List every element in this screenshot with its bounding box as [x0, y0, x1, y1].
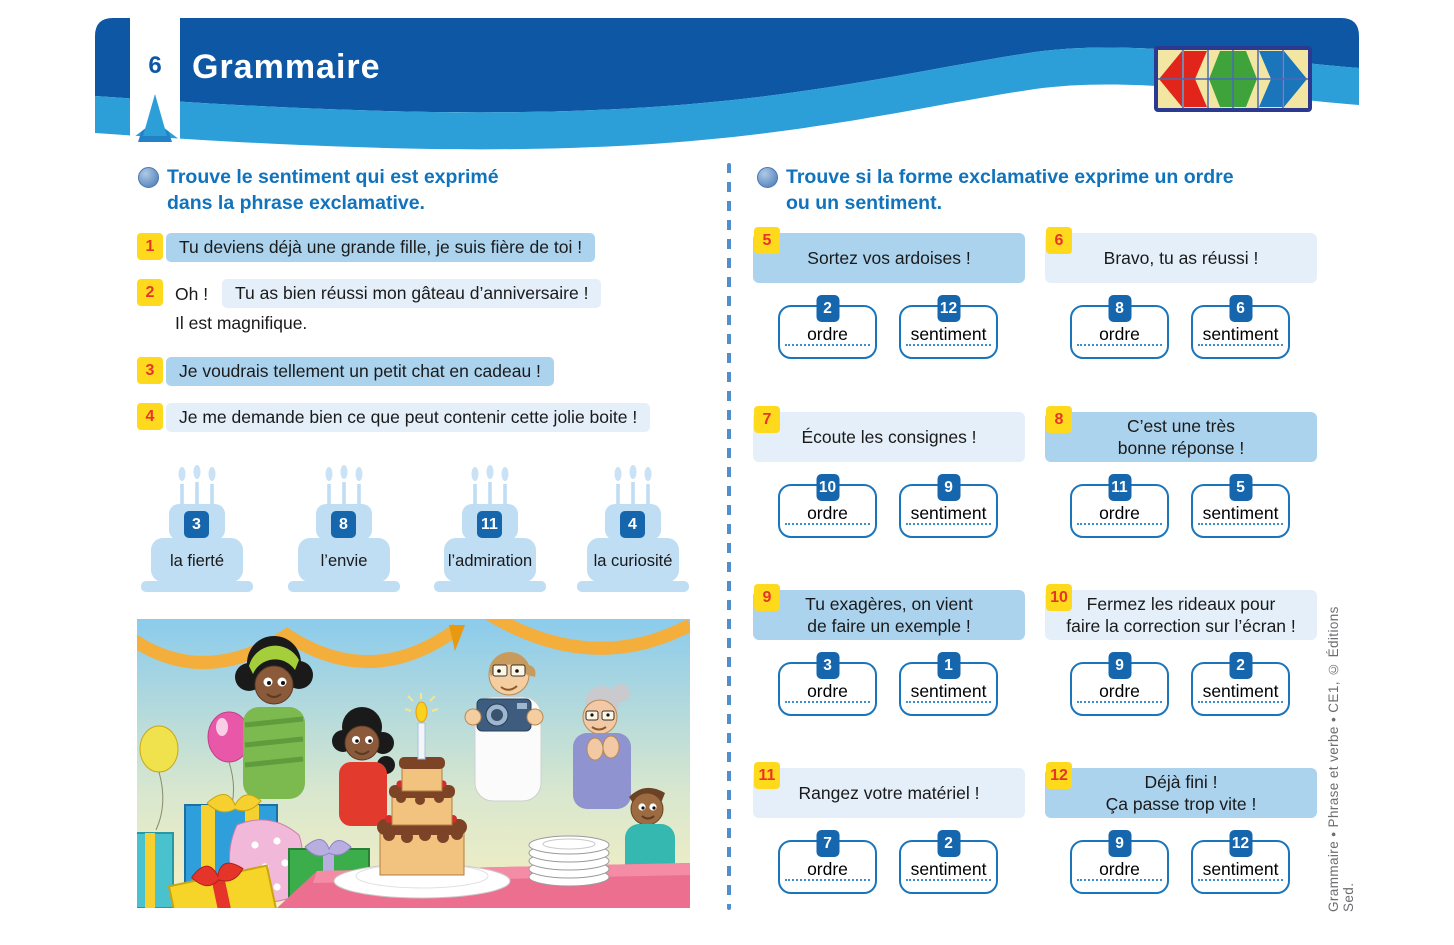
ordre-answer-box[interactable] — [1070, 479, 1169, 538]
exclamative-sentence: Tu as bien réussi mon gâteau d’anniversaire ! — [222, 279, 601, 308]
sentence-line: Rangez votre matériel ! — [798, 783, 980, 803]
feeling-label: la fierté — [169, 552, 225, 570]
sentiment-label: sentiment — [910, 859, 987, 879]
sentiment-label: sentiment — [910, 503, 987, 523]
ordre-label: ordre — [1099, 324, 1140, 344]
ordre-label: ordre — [807, 324, 848, 344]
cake-number-badge: 4 — [620, 511, 645, 538]
answer-number-badge: 3 — [816, 652, 839, 679]
left-instruction-line1: Trouve le sentiment qui est exprimé — [167, 166, 499, 188]
exclamative-sentence — [753, 412, 1025, 462]
dotted-answer-line — [1077, 523, 1162, 525]
item-number-badge: 11 — [754, 762, 780, 789]
ordre-answer-box[interactable] — [778, 300, 877, 359]
sentiment-label: sentiment — [1202, 859, 1279, 879]
answer-number-badge: 6 — [1229, 295, 1252, 322]
exclamative-sentence — [1045, 233, 1317, 283]
sentence-line: de faire un exemple ! — [807, 616, 971, 636]
answer-number-badge: 11 — [1108, 474, 1131, 501]
dotted-answer-line — [1198, 344, 1283, 346]
dotted-answer-line — [906, 523, 991, 525]
sentiment-answer-box[interactable] — [899, 300, 998, 359]
birthday-party-illustration — [137, 619, 690, 908]
dotted-answer-line — [1077, 879, 1162, 881]
dotted-answer-line — [785, 701, 870, 703]
answer-number-badge: 12 — [1229, 830, 1252, 857]
sentence-line: Bravo, tu as réussi ! — [1103, 248, 1259, 268]
sentiment-answer-box[interactable] — [1191, 479, 1290, 538]
ordre-answer-box[interactable] — [778, 835, 877, 894]
lesson-number-ribbon — [130, 18, 180, 148]
answer-number-badge: 2 — [937, 830, 960, 857]
item-number-badge: 3 — [137, 357, 163, 384]
ordre-answer-box[interactable] — [778, 657, 877, 716]
dotted-answer-line — [785, 344, 870, 346]
sentence-line: C’est une très — [1127, 416, 1235, 436]
sentiment-answer-box[interactable] — [899, 479, 998, 538]
exclamative-sentence — [1045, 412, 1317, 462]
sentiment-label: sentiment — [1202, 324, 1279, 344]
feeling-label: la curiosité — [593, 552, 673, 570]
item-number-badge: 8 — [1046, 406, 1072, 433]
sentiment-answer-box[interactable] — [1191, 835, 1290, 894]
item-number-badge: 4 — [137, 403, 163, 430]
ordre-answer-box[interactable] — [1070, 657, 1169, 716]
sentiment-answer-box[interactable] — [1191, 300, 1290, 359]
exclamative-sentence — [753, 233, 1025, 283]
exclamative-sentence — [1045, 768, 1317, 818]
dotted-answer-line — [1198, 701, 1283, 703]
sentiment-label: sentiment — [1202, 503, 1279, 523]
ordre-label: ordre — [807, 681, 848, 701]
exercise-bullet-icon — [138, 167, 159, 188]
answer-number-badge: 1 — [937, 652, 960, 679]
dotted-answer-line — [1198, 879, 1283, 881]
sentence-line: Tu exagères, on vient — [805, 594, 973, 614]
ordre-label: ordre — [1099, 859, 1140, 879]
exclamative-sentence: Tu deviens déjà une grande fille, je suis fière de toi ! — [166, 233, 595, 262]
sentence-prefix: Oh ! — [175, 284, 209, 304]
dotted-answer-line — [1077, 344, 1162, 346]
answer-number-badge: 2 — [816, 295, 839, 322]
exclamative-sentence — [753, 590, 1025, 640]
cake-number-badge: 3 — [184, 511, 209, 538]
sentence-suffix: Il est magnifique. — [175, 313, 308, 333]
item-number-badge: 5 — [754, 227, 780, 254]
feeling-label: l’envie — [320, 552, 368, 570]
item-number-badge: 1 — [137, 233, 163, 260]
sentence-line: Déjà fini ! — [1144, 772, 1218, 792]
exclamative-sentence — [1045, 590, 1317, 640]
answer-number-badge: 9 — [1108, 830, 1131, 857]
column-divider — [727, 163, 731, 910]
left-instruction-line2: dans la phrase exclamative. — [167, 192, 425, 214]
cake-answer-card[interactable] — [282, 462, 406, 595]
cake-answer-card[interactable] — [428, 462, 552, 595]
pattern-blocks-logo — [1154, 46, 1312, 112]
exercise-bullet-icon — [757, 167, 778, 188]
lesson-number: 6 — [148, 52, 162, 79]
dotted-answer-line — [1077, 701, 1162, 703]
sentiment-label: sentiment — [910, 324, 987, 344]
dotted-answer-line — [906, 701, 991, 703]
right-instruction-line1: Trouve si la forme exclamative exprime un ordre — [786, 166, 1234, 188]
item-number-badge: 2 — [137, 279, 163, 306]
item-number-badge: 12 — [1046, 762, 1072, 789]
sentence-line: bonne réponse ! — [1117, 438, 1245, 458]
cake-answer-card[interactable] — [571, 462, 695, 595]
sentence-line: Ça passe trop vite ! — [1105, 794, 1257, 814]
answer-number-badge: 9 — [937, 474, 960, 501]
sentiment-label: sentiment — [1202, 681, 1279, 701]
sentence-line: Fermez les rideaux pour — [1086, 594, 1276, 614]
answer-number-badge: 7 — [816, 830, 839, 857]
sentiment-answer-box[interactable] — [899, 835, 998, 894]
sentence-line: faire la correction sur l’écran ! — [1066, 616, 1296, 636]
ordre-label: ordre — [807, 503, 848, 523]
exclamative-sentence: Je me demande bien ce que peut contenir cette jolie boite ! — [166, 403, 650, 432]
sentiment-answer-box[interactable] — [899, 657, 998, 716]
cake-number-badge: 8 — [331, 511, 356, 538]
dotted-answer-line — [906, 344, 991, 346]
answer-number-badge: 5 — [1229, 474, 1252, 501]
ordre-answer-box[interactable] — [778, 479, 877, 538]
feeling-label: l’admiration — [447, 552, 533, 570]
dotted-answer-line — [906, 879, 991, 881]
exclamative-sentence: Je voudrais tellement un petit chat en cadeau ! — [166, 357, 554, 386]
answer-number-badge: 8 — [1108, 295, 1131, 322]
item-number-badge: 6 — [1046, 227, 1072, 254]
dotted-answer-line — [785, 879, 870, 881]
edition-credit: Grammaire • Phrase et verbe • CE1, © Éditions Sed. — [1326, 606, 1356, 912]
answer-number-badge: 2 — [1229, 652, 1252, 679]
sentence-line: Sortez vos ardoises ! — [807, 248, 971, 268]
sentence-line: Écoute les consignes ! — [801, 427, 977, 447]
cake-answer-card[interactable] — [135, 462, 259, 595]
exclamative-sentence — [753, 768, 1025, 818]
item-number-badge: 7 — [754, 406, 780, 433]
item-number-badge: 10 — [1046, 584, 1072, 611]
cake-number-badge: 11 — [477, 511, 502, 538]
answer-number-badge: 9 — [1108, 652, 1131, 679]
dotted-answer-line — [785, 523, 870, 525]
ordre-label: ordre — [1099, 681, 1140, 701]
answer-number-badge: 10 — [816, 474, 839, 501]
ordre-answer-box[interactable] — [1070, 300, 1169, 359]
ordre-label: ordre — [1099, 503, 1140, 523]
ordre-label: ordre — [807, 859, 848, 879]
sentiment-answer-box[interactable] — [1191, 657, 1290, 716]
dotted-answer-line — [1198, 523, 1283, 525]
right-instruction-line2: ou un sentiment. — [786, 192, 942, 214]
sentiment-label: sentiment — [910, 681, 987, 701]
answer-number-badge: 12 — [937, 295, 960, 322]
ordre-answer-box[interactable] — [1070, 835, 1169, 894]
item-number-badge: 9 — [754, 584, 780, 611]
page-title: Grammaire — [192, 48, 381, 86]
